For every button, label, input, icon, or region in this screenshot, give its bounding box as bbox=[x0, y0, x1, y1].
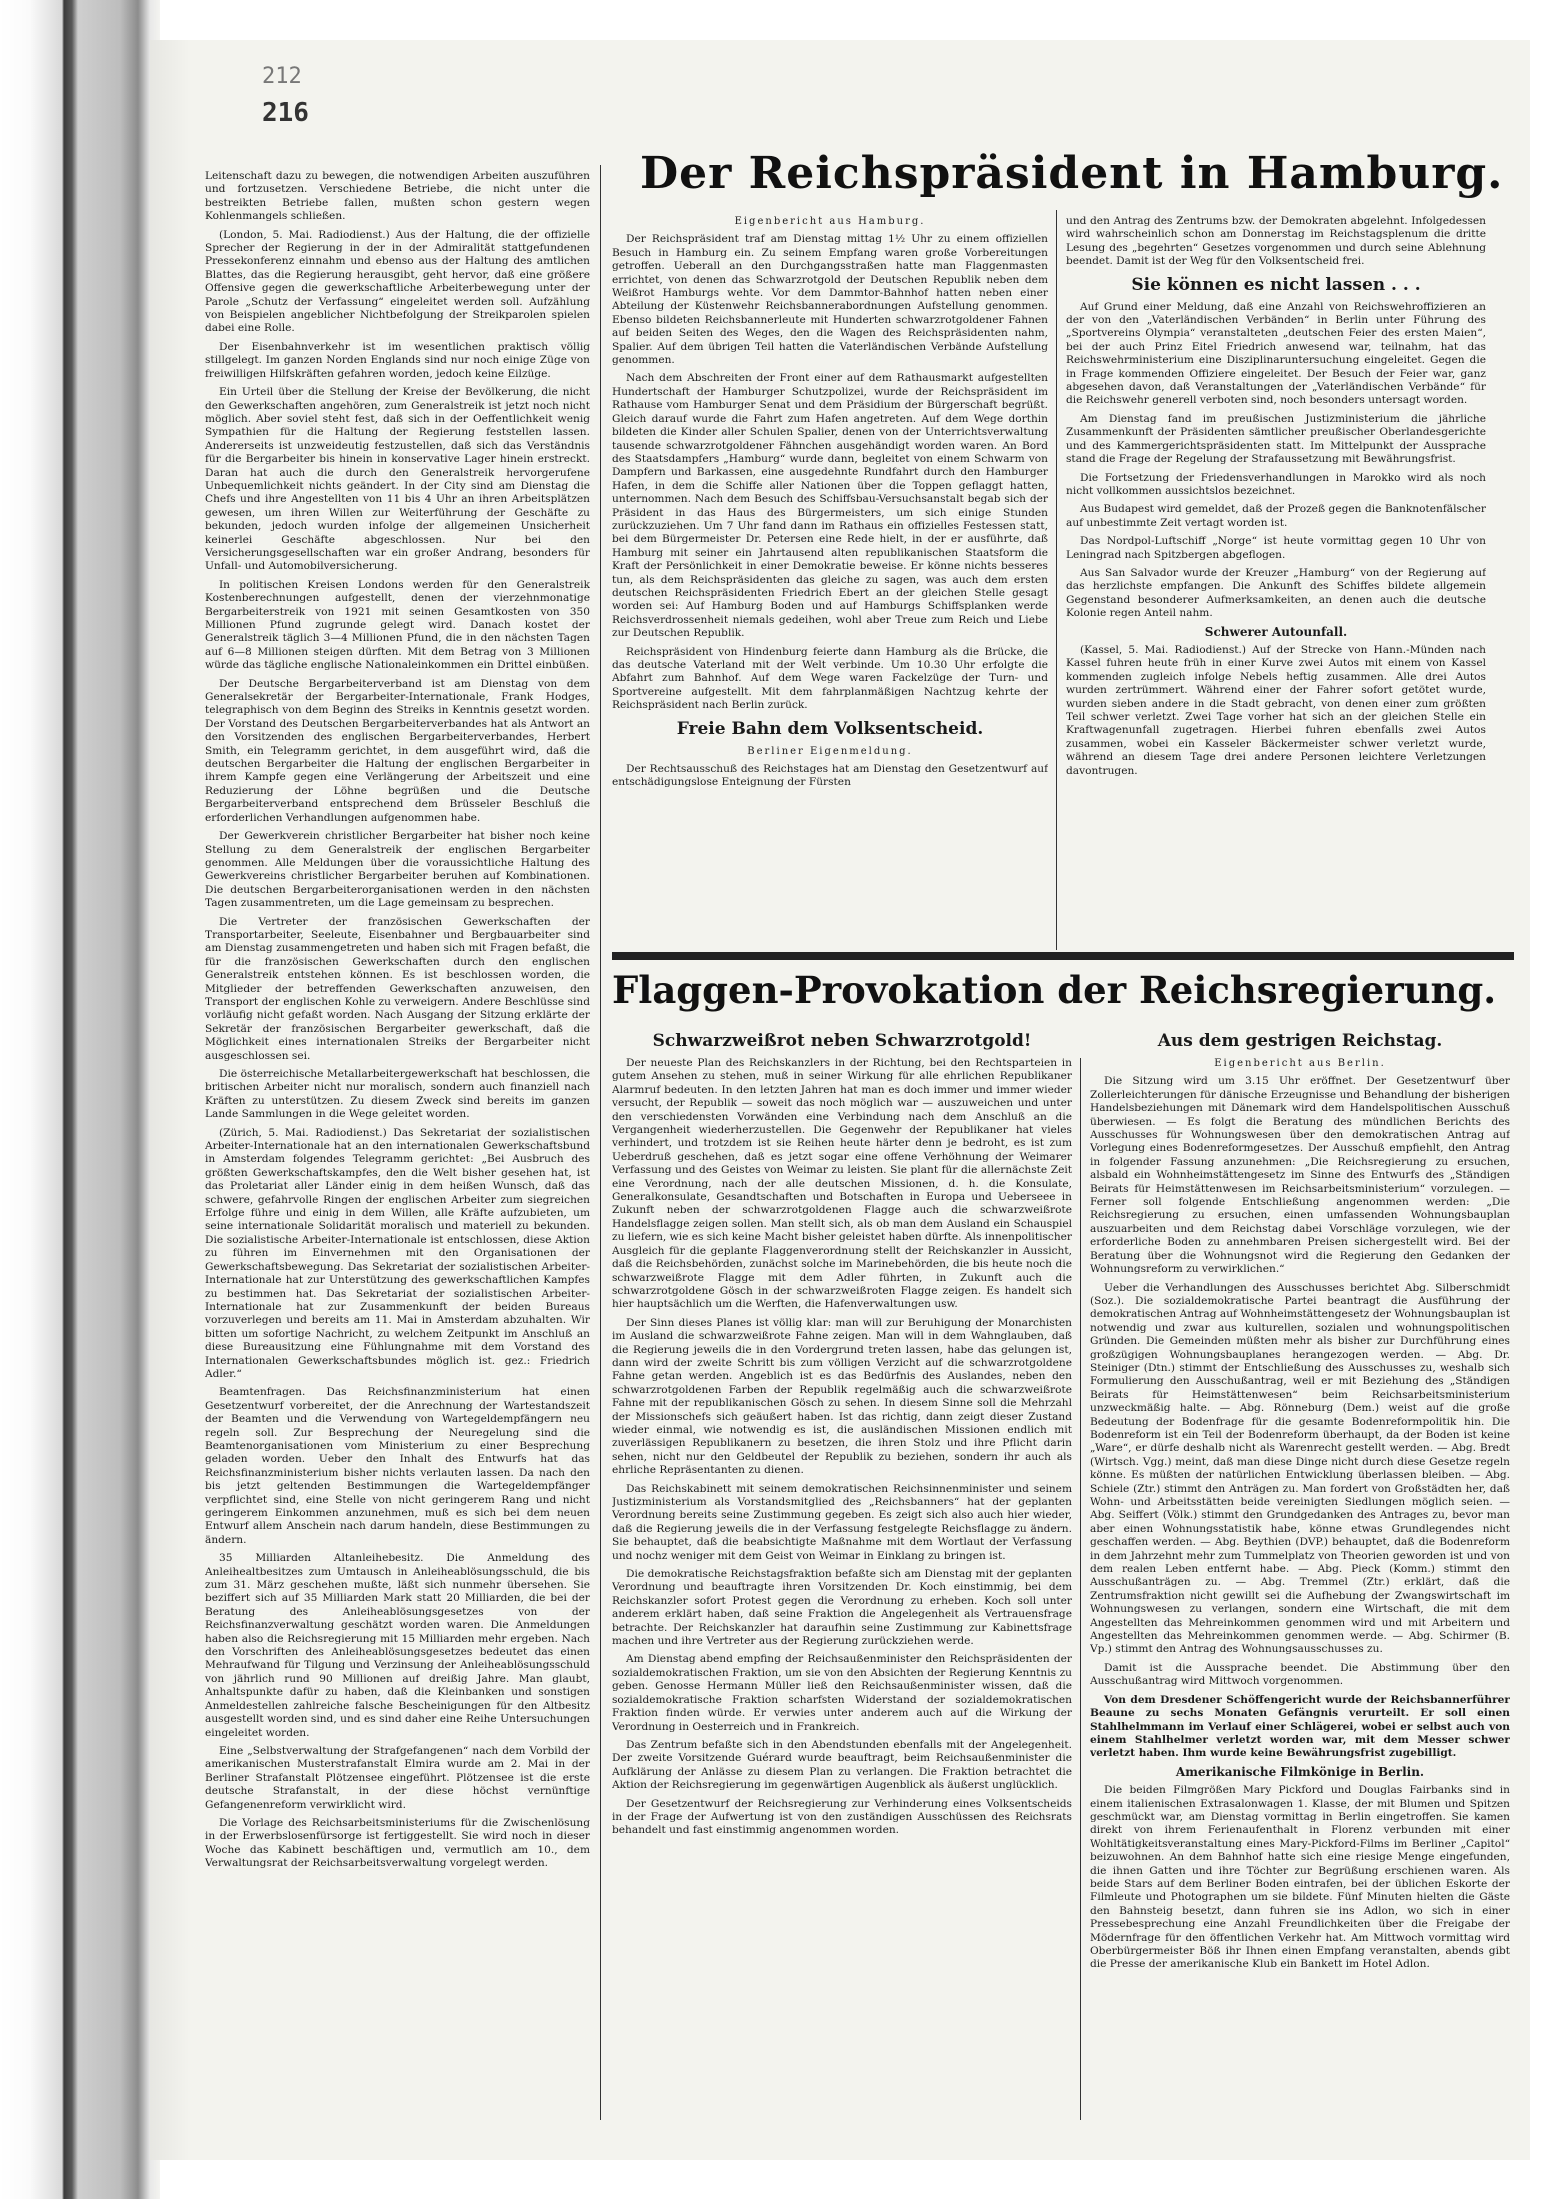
left-para-8: Die Vertreter der französischen Gewerkschaften der Transportarbeiter, Seeleute, Eisenbahner und Bergbauarbeiter sind am Dienstag zusammengetreten und haben sich mit Fragen befaßt, die für die französischen Gewerkschaften durch den englischen Generalstreik entstehen können. Es ist beschlossen worden, die Mitglieder der betreffenden Gewerkschaften anzuweisen, den Transport der englischen Kohle zu verweigern. Andere Beschlüsse sind vorläufig nicht gefaßt worden. Nach Ausgang der Sitzung erklärte der Sekretär der französischen Bergarbeiter gewerkschaft, daß die Möglichkeit eines internationalen Streiks der Bergarbeiter nicht ausgeschlossen sei. bbox=[205, 915, 590, 1062]
flaggen-para-5: Am Dienstag abend empfing der Reichsaußenminister den Reichspräsidenten der sozialdemokratischen Fraktion, um sie von den Absichten der Regierung Kenntnis zu geben. Genosse Hermann Müller ließ den Reichsaußenminister wissen, daß die sozialdemokratische Fraktion scharfsten Widerstand der sozialdemokratischen Fraktion finden würde. Er verwies unter anderem auch auf die Wirkung der Verordnung in Oesterreich und in Frankreich. bbox=[612, 1653, 1072, 1733]
lassen-para-2: Am Dienstag fand im preußischen Justizministerium die jährliche Zusammenkunft der Präsidenten sämtlicher preußischer Oberlandesgerichte und des Kammergerichtspräsidenten statt. Im Mittelpunkt der Aussprache stand die Frage der Regelung der Strafaussetzung mit Bewährungsfrist. bbox=[1066, 412, 1486, 466]
reichstag-dateline: Eigenbericht aus Berlin. bbox=[1214, 1058, 1386, 1069]
left-para-6: Der Deutsche Bergarbeiterverband ist am Dienstag von dem Generalsekretär der Bergarbeiter-Internationale, Frank Hodges, telegraphisch von dem Beginn des Streiks in Kenntnis gesetzt worden. Der Vorstand des Deutschen Bergarbeiterverbandes hat als Antwort an den Vorsitzenden des englischen Bergarbeiterverbandes, Herbert Smith, ein Telegramm gerichtet, in dem ausgeführt wird, daß die deutschen Bergarbeiter die Haltung der englischen Bergarbeiter in ihrem Kampfe gegen eine Verlängerung der Arbeitszeit und eine Reduzierung der Löhne begrüßen und die Deutsche Bergarbeiterverband entsprechend dem Brüsseler Beschluß die erforderlichen Verhandlungen aufgenommen habe. bbox=[205, 677, 590, 824]
hamburg-para-1: Der Reichspräsident traf am Dienstag mittag 1½ Uhr zu einem offiziellen Besuch in Hamburg ein. Zu seinem Empfang waren große Vorbereitungen getroffen. Ueberall an den Durchgangsstraßen hatte man Flaggenmasten errichtet, von denen das Schwarzrotgold der Deutschen Republik neben dem Weißrot Hamburgs wehte. Vor dem Dammtor-Bahnhof hatten neben einer Abteilung der Küstenwehr Reichsbannerabordnungen Aufstellung genommen. Ebenso bildeten Reichsbannerleute mit Hunderten schwarzrotgoldener Fahnen auf beiden Seiten des Weges, den die Wagen des Reichspräsidenten nahm, Spalier. Auf dem übrigen Teil hatten die Vaterländischen Verbände Aufstellung genommen. bbox=[612, 233, 1048, 367]
page-shadow bbox=[150, 40, 190, 2160]
column-rule-2 bbox=[1056, 210, 1057, 950]
lassen-para-3: Die Fortsetzung der Friedensverhandlungen in Marokko wird als noch nicht vollkommen aussichtslos bezeichnet. bbox=[1066, 471, 1486, 497]
left-para-4: Ein Urteil über die Stellung der Kreise der Bevölkerung, die nicht den Gewerkschaften angehören, zum Generalstreik ist jetzt noch nicht möglich. Aber soviel steht fest, daß sich in der Oeffentlichkeit wenig Sympathien für die Haltung der Regierung feststellen lassen. Andererseits ist unzweideutig festzustellen, daß sich das Verständnis für die Bergarbeiter bis hinein in konservative Lager hinein erstreckt. Daran hat auch die durch den Generalstreik hervorgerufene Unbequemlichkeit nichts geändert. In der City sind am Dienstag die Chefs und ihre Angestellten von 11 bis 4 Uhr an ihren Arbeitsplätzen gewesen, um ihren Willen zur Weiterführung der Geschäfte zu bekunden, jedoch wurden infolge der allgemeinen Unsicherheit keinerlei Geschäfte abgeschlossen. Nur bei den Versicherungsgesellschaften war ein großer Andrang, besonders für Unfall- und Automobilversicherung. bbox=[205, 386, 590, 573]
page-number: 216 bbox=[262, 98, 309, 128]
flaggen-para-4: Die demokratische Reichstagsfraktion befaßte sich am Dienstag mit der geplanten Verordnung und beauftragte ihren Vorsitzenden Dr. Koch einstimmig, bei dem Reichskanzler sofort Protest gegen die Verordnung zu erheben. Koch soll unter anderem erklärt haben, daß seine Fraktion die Angelegenheit als Vertrauensfrage betrachte. Der Reichskanzler hat daraufhin seine Zustimmung zur Kabinettsfrage machen und ihre Vertreter aus der Regierung zurückziehen werde. bbox=[612, 1568, 1072, 1648]
left-para-5: In politischen Kreisen Londons werden für den Generalstreik Kostenberechnungen aufgestellt, denen der vierzehnmonatige Bergarbeiterstreik von 1921 mit seinen Gesamtkosten von 350 Millionen Pfund zugrunde gelegt wird. Danach kostet der Generalstreik täglich 3—4 Millionen Pfund, die in den nächsten Tagen auf 6—8 Millionen steigen dürften. Mit dem Betrag von 3 Millionen würde das tägliche englische Nationaleinkommen ein Drittel einbüßen. bbox=[205, 578, 590, 672]
reichstag-para-1: Die Sitzung wird um 3.15 Uhr eröffnet. Der Gesetzentwurf über Zollerleichterungen für dänische Erzeugnisse und Behandlung der bisherigen Handelsbeziehungen mit Dänemark wird dem Handelspolitischen Ausschuß überwiesen. — Es folgt die Beratung des mündlichen Berichts des Ausschusses für Wohnungswesen über den demokratischen Antrag auf Vorlegung eines Bodenreformgesetzes. Der Ausschuß empfiehlt, den Antrag in folgender Fassung anzunehmen: „Die Reichsregierung zu ersuchen, alsbald ein Wohnheimstättengesetz im Sinne des Entwurfs des „Ständigen Beirats für Heimstättenwesen im Reichsarbeitsministerium“ vorzulegen. — Ferner soll folgende Entschließung angenommen werden: „Die Reichsregierung zu ersuchen, einen umfassenden Wohnungsbauplan auszuarbeiten und dem Reichstag dabei Vorschläge vorzulegen, wie der erforderliche Boden zu annehmbaren Preisen sichergestellt wird. Bei der Beratung über die Wohnungsnot wird die Regierung den Gedanken der Wohnungsreform zu verwirklichen.“ bbox=[1090, 1075, 1510, 1276]
left-para-1: Leitenschaft dazu zu bewegen, die notwendigen Arbeiten auszuführen und fortzusetzen. Verschiedene Betriebe, die nicht unter die bestreikten Betriebe fallen, mußten schon gestern wegen Kohlenmangels schließen. bbox=[205, 170, 590, 223]
filmkoenige-text: Die beiden Filmgrößen Mary Pickford und Douglas Fairbanks sind in einem italienischen Extrasalonwagen 1. Klasse, der mit Blumen und Spitzen geschmückt war, am Dienstag vormittag in Berlin eingetroffen. Sie kamen direkt von ihrem Ferienaufenthalt in Florenz verbunden mit einer Wohltätigkeitsveranstaltung eines Mary-Pickford-Films im Berliner „Capitol“ beizuwohnen. An dem Bahnhof hatte sich eine riesige Menge eingefunden, die ihnen Gatten und ihre Töchter zur Begrüßung erschienen waren. Als beide Stars auf dem Berliner Boden eintrafen, bei der üblichen Eskorte der Filmleute und Photographen um sie bildete. Fünf Minuten hielten die Gäste den Bahnsteig besetzt, dann fuhren sie ins Adlon, wo sich in einer Pressebesprechung eine Anzahl Freundlichkeiten über die Freigabe der Mödernfrage für den öffentlichen Verkehr hat. Am Mittwoch vormittag wird Oberbürgermeister Böß ihr Ihnen einen Empfang veranstalten, abends gibt die Presse der amerikanische Klub ein Bankett im Hotel Adlon. bbox=[1090, 1784, 1510, 1971]
lassen-para-5: Das Nordpol-Luftschiff „Norge“ ist heute vormittag gegen 10 Uhr von Leningrad nach Spitzbergen abgeflogen. bbox=[1066, 535, 1486, 561]
flaggen-headline: Flaggen-Provokation der Reichsregierung. bbox=[612, 968, 1497, 1012]
reichstag-column bbox=[1090, 1030, 1510, 2115]
reichstag-para-2: Ueber die Verhandlungen des Ausschusses berichtet Abg. Silberschmidt (Soz.). Die sozialdemokratische Partei beantragt die Ausführung der demokratischen Antrag auf Wohnheimstättengesetz der Wohnungsbauplan ist notwendig und zwar aus kulturellen, sozialen und wohnungspolitischen Gründen. Die Gemeinden müßten mehr als bisher zur Durchführung eines großzügigen Wohnungsbauplanes herangezogen werden. — Abg. Dr. Steiniger (Dtn.) stimmt der Entschließung des Ausschusses zu, weshalb sich Formulierung den Ausschußantrag, weil er mit Beziehung des „Ständigen Beirats für Heimstättenwesen“ beim Reichsarbeitsministerium unzweckmäßig halte. — Abg. Rönneburg (Dem.) weist auf die große Bedeutung der Bodenfrage für die gesamte Bodenreformpolitik hin. Die Bodenreform ist ein Teil der Bodenreform überhaupt, da der Boden ist keine „Ware“, er dürfe deshalb nicht als Warenrecht gestellt werden. — Abg. Bredt (Wirtsch. Vgg.) meint, daß man diese Dinge nicht durch diese Gesetze regeln könne. Es müßten der natürlichen Entwicklung überlassen bleiben. — Abg. Schiele (Ztr.) stimmt den Anträgen zu. Man fordert von Großstädten her, daß Wohn- und Arbeitsstätten beide vereinigten Siedlungen möglich seien. — Abg. Seiffert (Völk.) stimmt den Grundgedanken des Antrages zu, bevor man aber einen Wohnungsstatistik habe, könne etwas Grundlegendes nicht geschaffen werden. — Abg. Beythien (DVP.) behauptet, daß die Bodenreform in dem Jahrzehnt mehr zum Tummelplatz von Theorien geworden ist und von dem realen Leben entfernt habe. — Abg. Pieck (Komm.) stimmt den Ausschußanträgen zu. — Abg. Tremmel (Ztr.) erklärt, daß die Zentrumsfraktion nicht gewillt sei die Aufhebung der Zwangswirtschaft im Wohnungswesen zu verlangen, sondern eine Wirtschaft, die mit dem Angestellten das Mehreinkommen genommen wird und mit Arbeitern und Angestellten das Mehreinkommen genommen werde. — Abg. Schirmer (B. Vp.) stimmt den Antrag des Wohnungsausschusses zu. bbox=[1090, 1281, 1510, 1656]
lassen-para-1: Auf Grund einer Meldung, daß eine Anzahl von Reichswehroffizieren an der von den „Vaterländischen Verbänden“ in Berlin unter Führung des „Sportvereins Olympia“ veranstalteten „deutschen Feier des ersten Maien“, bei der auch Prinz Eitel Friedrich anwesend war, teilnahm, hat das Reichswehrministerium eine Disziplinaruntersuchung eingeleitet. Gegen die in Frage kommenden Offiziere eingeleitet. Der Besuch der Feier war, ganz abgesehen davon, daß Veranstaltungen der „Vaterländischen Verbände“ für die Reichswehr generell verboten sind, noch besonders untersagt worden. bbox=[1066, 300, 1486, 407]
left-para-12: 35 Milliarden Altanleihebesitz. Die Anmeldung des Anleihealtbesitzes zum Umtausch in Anleiheablösungsschuld, die bis zum 31. März geschehen mußte, läßt sich nunmehr übersehen. Sie beziffert sich auf 35 Milliarden Mark statt 20 Milliarden, die bei der Beratung des Anleiheablösungsgesetzes von der Reichsfinanzverwaltung geschätzt worden waren. Die Anmeldungen haben also die Reichsregierung mit 15 Milliarden mehr ergeben. Nach den Vorschriften des Anleiheablösungsgesetzes bedeutet das einen Mehraufwand für Tilgung und Verzinsung der Anleiheablösungsschuld von jährlich rund 90 Millionen auf dreißig Jahre. Man glaubt, Anhaltspunkte dafür zu haben, daß die Kleinbanken und sonstigen Anmeldestellen zahlreiche falsche Bescheinigungen für den Altbesitz ausgestellt worden sind, und es sind daher eine Reihe Untersuchungen eingeleitet worden. bbox=[205, 1552, 590, 1739]
flaggen-para-3: Das Reichskabinett mit seinem demokratischen Reichsinnenminister und seinem Justizministerium als Vorstandsmitglied des „Reichsbanners“ hat der geplanten Verordnung bereits seine Zustimmung gegeben. Es zeigt sich also auch hier wieder, daß die Regierung jeweils die in der Verfassung festgelegte Reichsflagge zu ändern. Sie behauptet, daß die beabsichtigte Maßnahme mit dem Wortlaut der Verfassung und nochz weniger mit dem Geist von Weimar in Einklang zu bringen ist. bbox=[612, 1482, 1072, 1562]
lassen-para-6: Aus San Salvador wurde der Kreuzer „Hamburg“ von der Regierung auf das herzlichste empfangen. Die Ankunft des Schiffes bildete allgemein Gegenstand besonderer Aufmerksamkeiten, an denen auch die deutsche Kolonie regen Anteil nahm. bbox=[1066, 566, 1486, 620]
lassen-headline: Sie können es nicht lassen . . . bbox=[1131, 274, 1421, 295]
unfall-text: (Kassel, 5. Mai. Radiodienst.) Auf der Strecke von Hann.-Münden nach Kassel fuhren heute früh in einer Kurve zwei Autos mit einem von Kassel kommenden zugleich infolge Nebels heftig zusammen. Alle drei Autos wurden zertrümmert. Während einer der Fahrer sofort getötet wurde, wurden sieben andere in die Stadt gebracht, von denen einer zum größten Teil schwer verletzt. Zwei Tage vorher hat sich an der gleichen Stelle ein Kraftwagenunfall zugetragen. Hierbei fuhren ebenfalls zwei Autos zusammen, wobei ein Kasseler Bäckermeister schwer verletzt wurde, während an diesem Tage drei andere Personen leichtere Verletzungen davontrugen. bbox=[1066, 643, 1486, 777]
flaggen-column bbox=[612, 1030, 1072, 2115]
column-rule-3 bbox=[1080, 1058, 1081, 2120]
unfall-headline: Schwerer Autounfall. bbox=[1204, 624, 1348, 639]
left-para-3: Der Eisenbahnverkehr ist im wesentlichen praktisch völlig stillgelegt. Im ganzen Norden Englands sind nur noch einige Züge von freiwilligen Hilfskräften gefahren worden, jedoch keine Eilzüge. bbox=[205, 340, 590, 380]
volksentscheid-text: Der Rechtsausschuß des Reichstages hat am Dienstag den Gesetzentwurf auf entschädigungslose Enteignung der Fürsten bbox=[612, 763, 1048, 789]
volksentscheid-continued: und den Antrag des Zentrums bzw. der Demokraten abgelehnt. Infolgedessen wird wahrscheinlich schon am Donnerstag im Reichstagsplenum die dritte Lesung des „begehrten“ Gesetzes vorgenommen und durch seine Ablehnung beendet. Damit ist der Weg für den Volksentscheid frei. bbox=[1066, 215, 1486, 268]
hamburg-para-3: Reichspräsident von Hindenburg feierte dann Hamburg als die Brücke, die das deutsche Vaterland mit der Welt verbinde. Um 10.30 Uhr erfolgte die Abfahrt zum Bahnhof. Auf dem Wege waren Fackelzüge der Turn- und Sportvereine aufgestellt. Mit dem fahrplanmäßigen Nachtzug kehrte der Reichspräsident nach Berlin zurück. bbox=[612, 645, 1048, 712]
filmkoenige-headline: Amerikanische Filmkönige in Berlin. bbox=[1175, 1764, 1425, 1779]
left-para-9: Die österreichische Metallarbeitergewerkschaft hat beschlossen, die britischen Arbeiter nicht nur moralisch, sondern auch finanziell nach Kräften zu unterstützen. Zu diesem Zweck sind bereits im ganzen Lande Sammlungen in die Wege geleitet worden. bbox=[205, 1068, 590, 1121]
dresden-text: Von dem Dresdener Schöffengericht wurde der Reichsbannerführer Beaune zu sechs Monaten Gefängnis verurteilt. Er soll einen Stahlhelmmann im Verlauf einer Schlägerei, wobei er selbst auch von einem Stahlhelmer verletzt worden war, mit dem Messer schwer verletzt haben. Ihm wurde keine Bewährungsfrist zugebilligt. bbox=[1090, 1693, 1510, 1760]
left-para-13: Eine „Selbstverwaltung der Strafgefangenen“ nach dem Vorbild der amerikanischen Musterstrafanstalt Elmira wurde am 2. Mai in der Berliner Strafanstalt Plötzensee eingeführt. Plötzensee ist die erste deutsche Strafanstalt, in der diese höchst vernünftige Gefangenenreform verwirklicht wird. bbox=[205, 1744, 590, 1811]
flaggen-subhead: Schwarzweißrot neben Schwarzrotgold! bbox=[652, 1031, 1032, 1051]
left-para-10: (Zürich, 5. Mai. Radiodienst.) Das Sekretariat der sozialistischen Arbeiter-Internationale hat an den internationalen Gewerkschaftsbund in Amsterdam folgendes Telegramm gerichtet: „Bei Ausbruch des größten Gewerkschaftskampfes, den die Welt bisher gesehen hat, ist das Proletariat aller Länder einig in dem heißen Wunsch, daß das schwere, gefahrvolle Ringen der englischen Arbeiter zum siegreichen Erfolge führe und einig in dem Willen, alle Kräfte aufzubieten, um seine internationale Solidarität moralisch und materiell zu bekunden. Die sozialistische Arbeiter-Internationale ist entschlossen, diese Aktion zu führen im Einvernehmen mit den Organisationen der Gewerkschaftsbewegung. Das Sekretariat der sozialistischen Arbeiter-Internationale hat zur Unterstützung des gewerkschaftlichen Kampfes zu bestimmen hat. Das Sekretariat der sozialistischen Arbeiter-Internationale hat zur Zusammenkunft der beiden Bureaus vorzuverlegen und bereits am 11. Mai in Amsterdam abzuhalten. Wir bitten um sofortige Nachricht, zu welchem Zeitpunkt im Anschluß an diese Bureausitzung eine Fühlungnahme mit dem Vorstand des Internationalen Gewerkschaftsbundes möglich ist. gez.: Friedrich Adler.“ bbox=[205, 1126, 590, 1380]
volksentscheid-dateline: Berliner Eigenmeldung. bbox=[747, 745, 913, 757]
hamburg-column-1 bbox=[612, 215, 1048, 955]
left-column bbox=[205, 170, 590, 2115]
hamburg-para-2: Nach dem Abschreiten der Front einer auf dem Rathausmarkt aufgestellten Hundertschaft der Hamburger Schutzpolizei, wurde der Reichspräsident im Rathause vom Hamburger Senat und dem Präsidium der Bürgerschaft begrüßt. Gleich darauf wurde die Fahrt zum Hafen angetreten. Auf dem Wege dorthin bildeten die Kinder aller Schulen Spalier, denen von der Unterrichtsverwaltung tausende schwarzrotgoldener Fähnchen ausgehändigt worden waren. An Bord des Staatsdampfers „Hamburg“ wurde dann, begleitet von einem Schwarm von Dampfern und Barkassen, eine ausgedehnte Rundfahrt durch den Hamburger Hafen, in dem die Schiffe aller Nationen über die Toppen geflaggt hatten, unternommen. Nach dem Besuch des Schiffsbau-Versuchsanstalt begab sich der Präsident in das Haus des Bürgermeisters, um sich einige Stunden zurückzuziehen. Um 7 Uhr fand dann im Rathaus ein offizielles Festessen statt, bei dem Bürgermeister Dr. Petersen eine Rede hielt, in der er ausführte, daß Hamburg mit seiner ein Jahrtausend alten republikanischen Staatsform die Kraft der Persönlichkeit in einer Demokratie beweise. Er könne nichts besseres tun, als dem Reichspräsidenten das gleiche zu sagen, was auch dem ersten deutschen Reichspräsidenten Friedrich Ebert an der gleichen Stelle gesagt worden sei: Auf Hamburg Boden und auf Hamburgs Schiffsplanken werde Reichsverdrossenheit niemals gedeihen, wohl aber Treue zum Reich und Liebe zur Deutschen Republik. bbox=[612, 372, 1048, 640]
flaggen-para-6: Das Zentrum befaßte sich in den Abendstunden ebenfalls mit der Angelegenheit. Der zweite Vorsitzende Guérard wurde beauftragt, beim Reichsaußenminister die Aufklärung der Anlässe zu diesem Plan zu verlangen. Die Fraktion betrachtet die Aktion der Reichsregierung im gegenwärtigen Augenblick als äußerst unglücklich. bbox=[612, 1738, 1072, 1792]
flaggen-para-7: Der Gesetzentwurf der Reichsregierung zur Verhinderung eines Volksentscheids in der Frage der Aufwertung ist von den zuständigen Ausschüssen des Reichsrats behandelt und fast einstimmig angenommen worden. bbox=[612, 1797, 1072, 1837]
page-number-old: 212 bbox=[262, 64, 302, 89]
left-para-14: Die Vorlage des Reichsarbeitsministeriums für die Zwischenlösung in der Erwerbslosenfürsorge ist fertiggestellt. Sie wird noch in dieser Woche das Kabinett beschäftigen und, vermutlich am 10., dem Verwaltungsrat der Reichsarbeitsverwaltung vorgelegt werden. bbox=[205, 1816, 590, 1870]
left-para-2: (London, 5. Mai. Radiodienst.) Aus der Haltung, die der offizielle Sprecher der Regierung in der in der Admiralität stattgefundenen Pressekonferenz einnahm und ebenso aus der Haltung des amtlichen Blattes, das die Regierung herausgibt, geht hervor, daß eine größere Offensive gegen die gewerkschaftliche Arbeiterbewegung unter der Parole „Schutz der Verfassung“ eingeleitet werden soll. Aufzählung von Beispielen angeblicher Nichtbefolgung der Streikparolen spielen dabei eine Rolle. bbox=[205, 228, 590, 335]
volksentscheid-headline: Freie Bahn dem Volksentscheid. bbox=[676, 718, 984, 739]
reichstag-para-3: Damit ist die Aussprache beendet. Die Abstimmung über den Ausschußantrag wird Mittwoch vorgenommen. bbox=[1090, 1661, 1510, 1688]
left-para-7: Der Gewerkverein christlicher Bergarbeiter hat bisher noch keine Stellung zu dem Generalstreik der englischen Bergarbeiter genommen. Alle Meldungen über die voraussichtliche Haltung des Gewerkvereins christlicher Bergarbeiter beruhen auf Kombinationen. Die deutschen Bergarbeiterorganisationen werden in den nächsten Tagen zusammentreten, um die Lage gemeinsam zu besprechen. bbox=[205, 830, 590, 910]
hamburg-dateline: Eigenbericht aus Hamburg. bbox=[734, 216, 926, 227]
section-separator bbox=[612, 952, 1514, 960]
column-rule-1 bbox=[600, 165, 601, 2120]
flaggen-para-2: Der Sinn dieses Planes ist völlig klar: man will zur Beruhigung der Monarchisten im Ausland die schwarzweißrote Fahne zeigen. Man will in dem Wahnglauben, daß die Regierung jeweils die in den Vordergrund treten lassen, habe das gelungen ist, dann wird der zweite Schritt bis zum völligen Verzicht auf die schwarzrotgoldene Fahne getan werden. Angeblich ist es das Bedürfnis des Auslandes, neben den schwarzrotgoldenen Farben der Republik regelmäßig auch die schwarzweißrote Fahne mit der republikanischen Gösch zu sehen. In diesem Sinne soll die Mehrzahl der Missionschefs sich geäußert haben. Ist das richtig, dann zeigt dieser Zustand wieder einmal, wie notwendig es ist, die ausländischen Missionen endlich mit zuverlässigen Republikanern zu besetzen, die ihren Stolz und ihre Pflicht darin sehen, nicht nur den Geldbeutel der Republik zu beziehen, sondern ihr auch als ehrliche Repräsentanten zu dienen. bbox=[612, 1316, 1072, 1477]
hamburg-column-2 bbox=[1066, 215, 1486, 955]
left-para-11: Beamtenfragen. Das Reichsfinanzministerium hat einen Gesetzentwurf vorbereitet, der die Anrechnung der Wartestandszeit der Beamten und die Verwendung von Wartegeldempfängern neu regeln soll. Zur Besprechung der Neuregelung sind die Beamtenorganisationen vom Ministerium zu einer Besprechung geladen worden. Ueber den Inhalt des Entwurfs hat das Reichsfinanzministerium bisher nichts verlauten lassen. Da nach den bis jetzt geltenden Bestimmungen die Wartegeldempfänger verpflichtet sind, eine Stelle von nicht geringerem Rang und nicht geringerem Einkommen anzunehmen, muß es sich bei dem neuen Entwurf allem Anschein nach darum handeln, diese Bestimmungen zu ändern. bbox=[205, 1386, 590, 1546]
book-binding bbox=[0, 0, 160, 2199]
flaggen-para-1: Der neueste Plan des Reichskanzlers in der Richtung, bei den Rechtsparteien in gutem Ansehen zu stehen, muß in seiner Wirkung für alle ehrlichen Republikaner Alarmruf bedeuten. In den letzten Jahren hat man es doch immer und immer wieder versucht, der Republik — soweit das noch möglich war — auszuweichen und unter den verschiedensten Vorwänden eine Verbindung nach dem Anschluß an die Vergangenheit wiederherzustellen. Die Gegenwehr der Republikaner hat vieles verhindert, und trotzdem ist sie Reihen heute härter denn je bedroht, es ist zum Ueberdruß geschehen, daß es jetzt sogar eine offene Verhöhnung der Weimarer Verfassung und des Geistes von Weimar zu leisten. Sie plant für die allernächste Zeit eine Verordnung, nach der alle deutschen Missionen, d. h. die Konsulate, Generalkonsulate, Gesandtschaften und Botschaften in Europa und Ueberseee in Zukunft neben der schwarzrotgoldenen Flagge auch die schwarzweißrote Handelsflagge zeigen sollen. Man stellt sich, als ob man dem Ausland ein Schauspiel zu liefern, wie es sich keine Macht bisher geleistet haben dürfte. Als innenpolitischer Ausgleich für die geplante Flaggenverordnung stellt der Reichskanzler in Aussicht, daß die Reichsbehörden, zunächst solche im Marinebehörden, die bis heute noch die schwarzweißrote Flagge mit dem Adler führten, in Zukunft auch die schwarzrotgoldene Gösch in der schwarzweißroten Flagge zeigen. Es handelt sich hier hauptsächlich um die Werften, die Hafenverwaltungen usw. bbox=[612, 1057, 1072, 1311]
reichstag-headline: Aus dem gestrigen Reichstag. bbox=[1157, 1031, 1443, 1051]
hamburg-headline: Der Reichspräsident in Hamburg. bbox=[640, 148, 1504, 199]
lassen-para-4: Aus Budapest wird gemeldet, daß der Prozeß gegen die Banknotenfälscher auf unbestimmte Zeit vertagt worden ist. bbox=[1066, 503, 1486, 529]
